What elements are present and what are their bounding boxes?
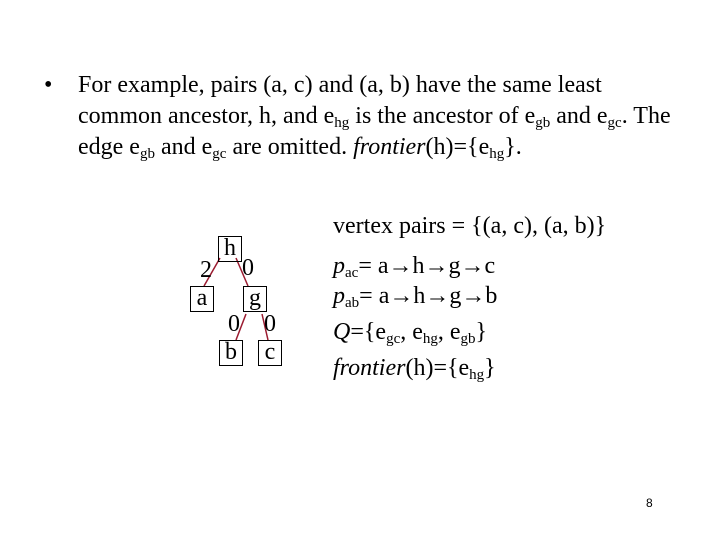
node-h: h <box>218 236 242 262</box>
q-set: $Q=\{e_{gc}$, $e_{hg}$, $e_{gb}$} <box>333 319 488 347</box>
weight-h-g: 0 <box>242 255 254 281</box>
weight-g-c: 0 <box>264 311 276 337</box>
path-ac: $p_{ac}= a\to h\to g\to c$ <box>333 253 496 281</box>
node-g: g <box>243 286 267 312</box>
bullet-symbol: • <box>44 72 53 98</box>
bullet-paragraph <box>44 70 684 163</box>
page-number: 8 <box>646 496 653 510</box>
bullet-text <box>78 70 684 163</box>
bullet-line-1: For example, pairs (a, c) and (a, b) have the same least <box>78 72 602 98</box>
bullet-line-3: edge $e_{gb}$ and $e_{gc}$ are omitted. $frontier(h)=\{e_{hg}\}$. <box>78 134 522 162</box>
node-b: b <box>219 340 243 366</box>
path-ab: $p_{ab}= a\to h\to g\to b$ <box>333 283 498 311</box>
tree-diagram <box>180 230 300 370</box>
node-c: c <box>258 340 282 366</box>
bullet-line-2: common ancestor, h, and $e_{hg}$ is the ancestor of $e_{gb}$ and $e_{gc}$. The <box>78 103 671 131</box>
node-a: a <box>190 286 214 312</box>
weight-h-a: 2 <box>200 257 212 283</box>
frontier-set: $frontier(h)=\{e_{hg}\}$ <box>333 355 496 383</box>
weight-g-b: 0 <box>228 311 240 337</box>
vertex-pairs: vertex pairs = {(a, c), (a, b)} <box>333 213 607 239</box>
